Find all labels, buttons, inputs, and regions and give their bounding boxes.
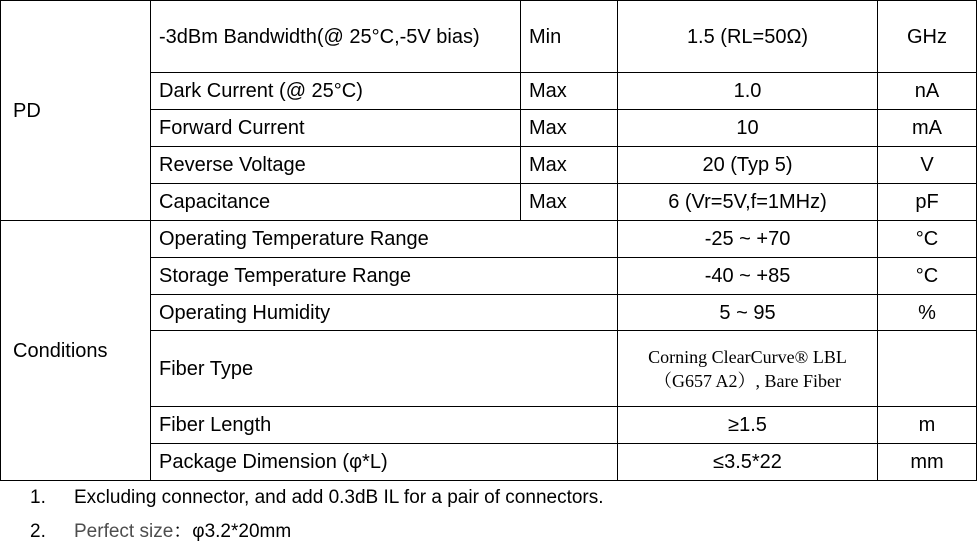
param-cell: Storage Temperature Range — [151, 258, 618, 295]
limit-cell: Max — [521, 147, 618, 184]
param-cell: -3dBm Bandwidth(@ 25°C,-5V bias) — [151, 1, 521, 73]
value-cell: 5 ~ 95 — [618, 295, 878, 331]
unit-cell: °C — [878, 221, 977, 258]
unit-cell — [878, 331, 977, 407]
note-item — [30, 481, 604, 515]
value-cell: ≥1.5 — [618, 407, 878, 444]
unit-cell: pF — [878, 184, 977, 221]
unit-cell: % — [878, 295, 977, 331]
value-cell: -40 ~ +85 — [618, 258, 878, 295]
fiber-type-value-cell — [618, 331, 878, 407]
param-cell: Operating Temperature Range — [151, 221, 618, 258]
note-number: 2. — [30, 521, 46, 542]
param-cell: Fiber Type — [151, 331, 618, 407]
table-row — [1, 221, 977, 258]
fiber-type-line-2: （G657 A2）, Bare Fiber — [654, 370, 841, 391]
unit-cell: GHz — [878, 1, 977, 73]
table-row — [1, 1, 977, 73]
fiber-type-line-1: Corning ClearCurve® LBL — [648, 346, 847, 367]
param-cell: Operating Humidity — [151, 295, 618, 331]
value-cell: 20 (Typ 5) — [618, 147, 878, 184]
unit-cell: m — [878, 407, 977, 444]
param-cell: Dark Current (@ 25°C) — [151, 73, 521, 110]
limit-cell: Min — [521, 1, 618, 73]
group-label-conditions: Conditions — [1, 221, 151, 481]
param-cell: Capacitance — [151, 184, 521, 221]
note-text: Excluding connector, and add 0.3dB IL for a pair of connectors. — [74, 487, 604, 508]
value-cell: 10 — [618, 110, 878, 147]
group-label-pd: PD — [1, 1, 151, 221]
note-item — [30, 515, 604, 549]
unit-cell: °C — [878, 258, 977, 295]
value-cell: 1.0 — [618, 73, 878, 110]
value-cell: -25 ~ +70 — [618, 221, 878, 258]
note-number: 1. — [30, 487, 46, 508]
unit-cell: nA — [878, 73, 977, 110]
note-text: ：φ3.2*20mm — [173, 521, 292, 542]
param-cell: Forward Current — [151, 110, 521, 147]
param-cell: Fiber Length — [151, 407, 618, 444]
unit-cell: mm — [878, 444, 977, 481]
limit-cell: Max — [521, 73, 618, 110]
value-cell: ≤3.5*22 — [618, 444, 878, 481]
value-cell: 6 (Vr=5V,f=1MHz) — [618, 184, 878, 221]
unit-cell: mA — [878, 110, 977, 147]
limit-cell: Max — [521, 184, 618, 221]
param-cell: Package Dimension (φ*L) — [151, 444, 618, 481]
notes-list — [30, 481, 604, 549]
note-label: Perfect size — [74, 521, 174, 542]
param-cell: Reverse Voltage — [151, 147, 521, 184]
limit-cell: Max — [521, 110, 618, 147]
unit-cell: V — [878, 147, 977, 184]
value-cell: 1.5 (RL=50Ω) — [618, 1, 878, 73]
